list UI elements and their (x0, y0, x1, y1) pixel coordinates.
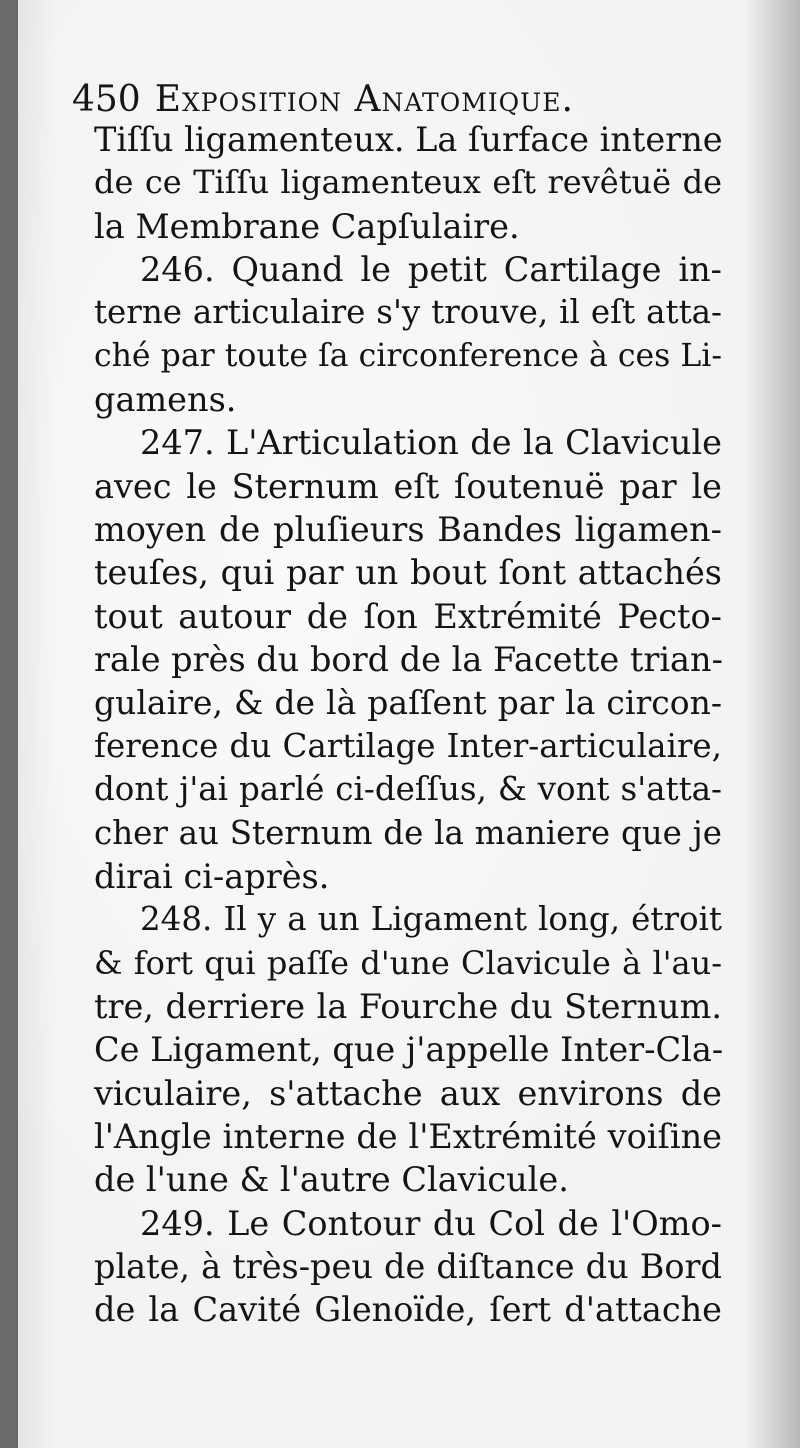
text-line: tre, derriere la Fourche du Sternum. (94, 986, 722, 1026)
text-line: de l'une & l'autre Clavicule. (94, 1160, 569, 1200)
text-line: moyen de pluſieurs Bandes ligamen- (94, 510, 722, 550)
text-line: 248. Il y a un Ligament long, étroit (140, 900, 722, 939)
text-line: plate, à très-peu de diſtance du Bord (94, 1246, 722, 1286)
text-line: gulaire, & de là paſſent par la circon- (94, 683, 722, 723)
text-line: terne articulaire s'y trouve, il eſt atta- (94, 293, 722, 332)
text-line: dirai ci-après. (94, 856, 330, 896)
text-line: Tiſſu ligamenteux. La ſurface interne (94, 120, 723, 159)
text-line: & fort qui paſſe d'une Clavicule à l'au- (94, 943, 722, 982)
text-line: Ce Ligament, que j'appelle Inter-Cla- (94, 1030, 724, 1070)
page-number: 450 (72, 79, 141, 120)
body-text (94, 118, 722, 1332)
text-line: de ce Tiſſu ligamenteux eſt revêtuë de (94, 163, 722, 202)
text-line: de la Cavité Glenoïde, ſert d'attache (94, 1290, 722, 1330)
text-line: cher au Sternum de la maniere que je (94, 813, 722, 852)
text-line: la Membrane Capſulaire. (94, 206, 520, 246)
text-line: avec le Sternum eſt ſoutenuë par le (94, 466, 722, 506)
text-line: 247. L'Articulation de la Clavicule (140, 423, 722, 463)
text-line: teuſes, qui par un bout ſont attachés (94, 553, 722, 593)
running-title: Exposition Anatomique. (154, 79, 574, 120)
text-line: 249. Le Contour du Col de l'Omo- (140, 1203, 722, 1243)
page-edge-shadow (744, 0, 800, 1448)
text-line: ché par toute ſa circonference à ces Li- (94, 337, 722, 374)
page-header (72, 78, 722, 122)
text-line: l'Angle interne de l'Extrémité voiſine (94, 1116, 722, 1156)
text-line: viculaire, s'attache aux environs de (94, 1073, 722, 1113)
text-line: tout autour de ſon Extrémité Pecto- (94, 596, 722, 636)
text-line: rale près du bord de la Facette trian- (94, 640, 723, 680)
text-line: dont j'ai parlé ci-deſſus, & vont s'atta- (94, 770, 722, 809)
text-line: 246. Quand le petit Cartilage in- (140, 250, 722, 290)
text-line: gamens. (94, 380, 237, 420)
text-line: ference du Cartilage Inter-articulaire, (94, 726, 722, 765)
